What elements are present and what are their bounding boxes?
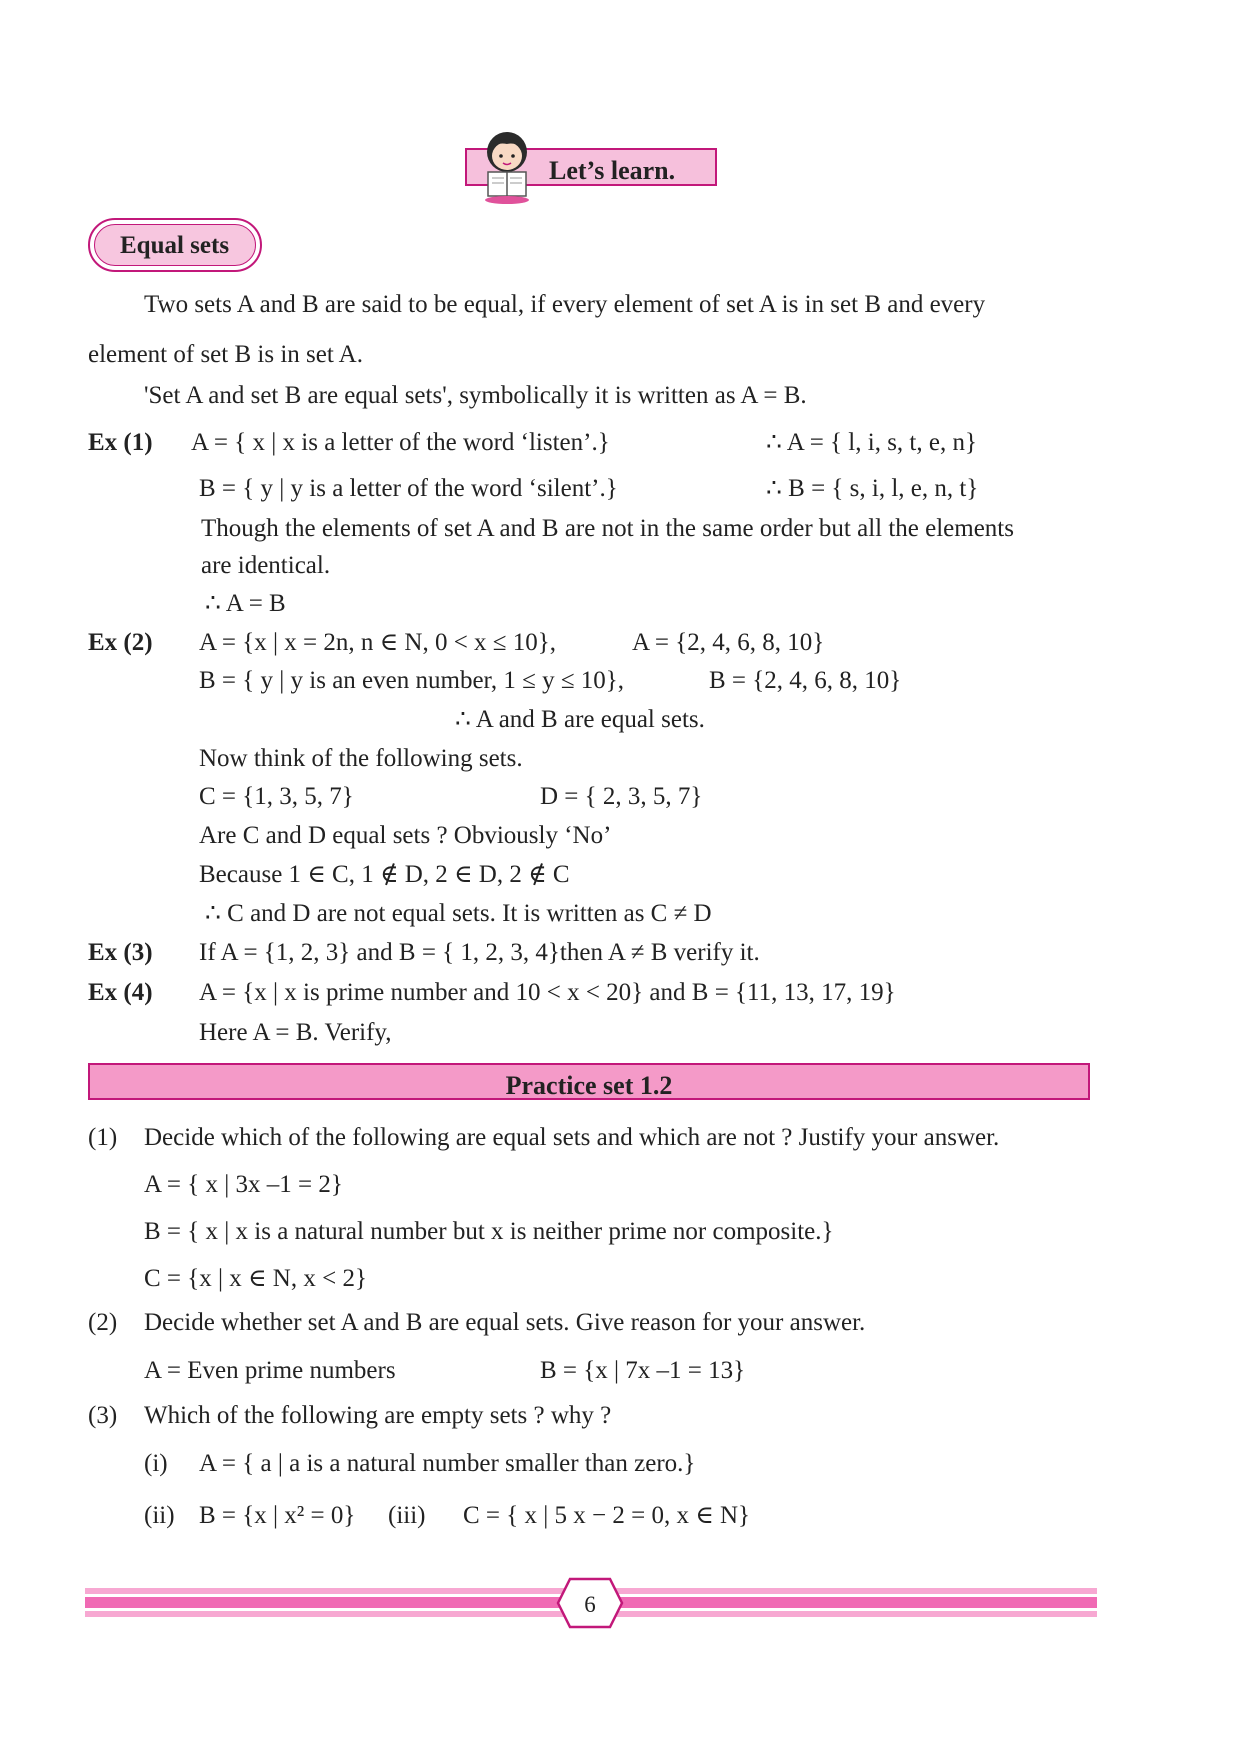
q3-iii-number: (iii) (388, 1502, 426, 1529)
equal-sets-heading (88, 218, 262, 272)
ex2-question: Are C and D equal sets ? Obviously ‘No’ (199, 822, 612, 849)
ex2-a-definition: A = {x | x = 2n, n ∈ N, 0 < x ≤ 10}, (199, 629, 557, 656)
ex1-note-line-2: are identical. (201, 552, 331, 579)
q3-ii-text: B = {x | x² = 0} (199, 1502, 356, 1529)
intro-line-3: 'Set A and set B are equal sets', symbolically it is written as A = B. (144, 382, 807, 409)
reading-girl-icon (474, 128, 540, 204)
ex3-text: If A = {1, 2, 3} and B = { 1, 2, 3, 4}then A ≠ B verify it. (199, 939, 760, 966)
q1-set-b: B = { x | x is a natural number but x is neither prime nor composite.} (144, 1218, 834, 1245)
ex2-conclusion-2: ∴ C and D are not equal sets. It is written as C ≠ D (205, 900, 712, 927)
page-number: 6 (584, 1592, 596, 1617)
ex1-a-result: ∴ A = { l, i, s, t, e, n} (766, 429, 977, 456)
q3-ii-number: (ii) (144, 1502, 175, 1529)
q1-text: Decide which of the following are equal sets and which are not ? Justify your answer. (144, 1124, 1000, 1151)
q2-set-a: A = Even prime numbers (144, 1357, 396, 1384)
q1-number: (1) (88, 1124, 118, 1151)
ex1-conclusion: ∴ A = B (205, 590, 286, 617)
practice-set-title: Practice set 1.2 (505, 1071, 673, 1100)
ex2-set-d: D = { 2, 3, 5, 7} (540, 783, 703, 810)
ex2-label: Ex (2) (88, 629, 153, 656)
ex1-b-result: ∴ B = { s, i, l, e, n, t} (766, 475, 979, 502)
q3-i-text: A = { a | a is a natural number smaller than zero.} (199, 1450, 696, 1477)
q2-set-b: B = {x | 7x –1 = 13} (540, 1357, 746, 1384)
q2-number: (2) (88, 1309, 118, 1336)
ex2-think: Now think of the following sets. (199, 745, 523, 772)
q2-text: Decide whether set A and B are equal sets. Give reason for your answer. (144, 1309, 866, 1336)
ex2-conclusion: ∴ A and B are equal sets. (455, 706, 705, 733)
q1-set-a: A = { x | 3x –1 = 2} (144, 1171, 343, 1198)
ex2-a-result: A = {2, 4, 6, 8, 10} (632, 629, 825, 656)
intro-line-2: element of set B is in set A. (88, 341, 363, 368)
lets-learn-title: Let’s learn. (549, 156, 676, 185)
practice-set-banner (88, 1063, 1090, 1100)
ex4-verify: Here A = B. Verify, (199, 1019, 392, 1046)
q3-iii-text: C = { x | 5 x − 2 = 0, x ∈ N} (463, 1502, 751, 1529)
q3-text: Which of the following are empty sets ? why ? (144, 1402, 612, 1429)
ex2-b-result: B = {2, 4, 6, 8, 10} (709, 667, 902, 694)
ex1-label: Ex (1) (88, 429, 153, 456)
ex2-set-c: C = {1, 3, 5, 7} (199, 783, 354, 810)
section-title: Equal sets (120, 232, 230, 259)
ex4-label: Ex (4) (88, 979, 153, 1006)
ex2-b-definition: B = { y | y is an even number, 1 ≤ y ≤ 10}, (199, 667, 625, 694)
q3-number: (3) (88, 1402, 118, 1429)
ex2-because: Because 1 ∈ C, 1 ∉ D, 2 ∈ D, 2 ∉ C (199, 861, 570, 888)
q3-i-number: (i) (144, 1450, 168, 1477)
ex1-a-definition: A = { x | x is a letter of the word ‘listen’.} (191, 429, 610, 456)
q1-set-c: C = {x | x ∈ N, x < 2} (144, 1265, 367, 1292)
ex1-note-line-1: Though the elements of set A and B are not in the same order but all the elements (201, 515, 1014, 542)
ex4-text: A = {x | x is prime number and 10 < x < 20} and B = {11, 13, 17, 19} (199, 979, 896, 1006)
intro-line-1: Two sets A and B are said to be equal, if every element of set A is in set B and every (144, 291, 986, 318)
ex1-b-definition: B = { y | y is a letter of the word ‘silent’.} (199, 475, 618, 502)
ex3-label: Ex (3) (88, 939, 153, 966)
